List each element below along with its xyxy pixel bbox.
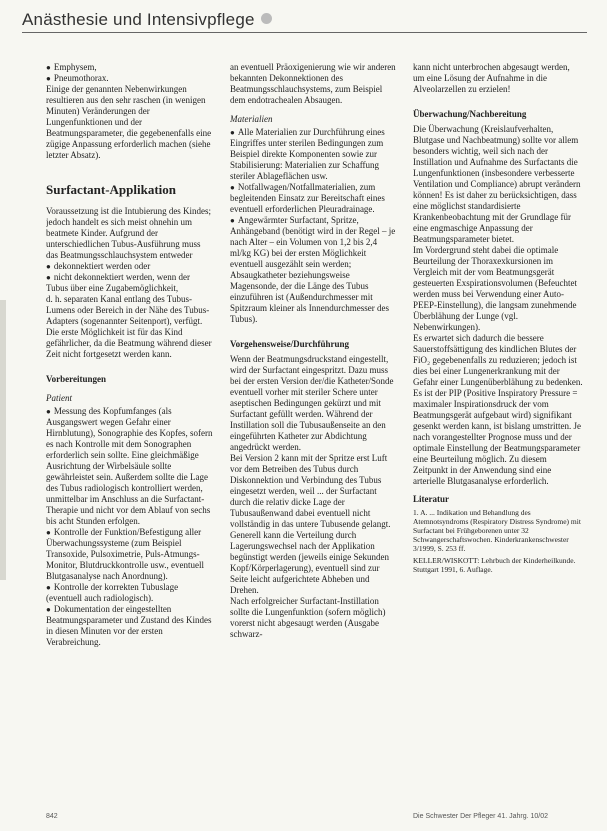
scan-edge-shadow <box>0 300 6 580</box>
journal-footer: Die Schwester Der Pfleger 41. Jahrg. 10/02 <box>413 813 549 820</box>
paragraph: Bei Version 2 kann mit der Spritze erst Luft vor dem Betreiben des Tubus durch Diskonnektion und Verbindung des Tubus eingesetzt werden, weil ... der Surfactant durch die relativ dicke Lage der Tubusaußenwand dabei eventuell nicht vollständig in das untere Tubusende gelangt. Generell kann die Verteilung durch Lagerungswechsel nach der Applikation begünstigt werden (jeweils einige Sekunden Kopf/Körperlagerung), eventuell sind zur Seite leicht aufgerichtete Abheben und Drehen. <box>230 453 391 595</box>
bullet-item: ● Alle Materialien zur Durchführung eines Eingriffes unter sterilen Bedingungen zum Beispiel direkte Komponenten sowie zur Stabilisierung: Materialien zur Schaffung steriler Ablageflächen usw. <box>230 127 398 182</box>
col2-intro: an eventuell Präoxigenierung wie wir anderen bekannten Dekonnektionen des Beatmungsschlauchsystems, zum Beispiel dem endotrachealen Absaugen. <box>230 62 396 105</box>
material-label: Materialien <box>230 114 273 124</box>
bullet-item: ● Emphysem, <box>46 62 214 73</box>
bullet-item: ● dekonnektiert werden oder <box>46 261 214 272</box>
literature-list <box>413 508 583 574</box>
bullet-item: ● nicht dekonnektiert werden, wenn der Tubus über eine Zugabemöglichkeit, <box>46 272 214 294</box>
prep-heading: Vorbereitungen <box>46 374 107 384</box>
bullet-item: ● Messung des Kopfumfanges (als Ausgangswert wegen Gefahr einer Hirnblutung), Sonographie des Kopfes, sofern es nach Kontrolle mit dem Sonographen erforderlich sein sollte. Eine gleichmäßige Ausrichtung der Wirbelsäule sollte gewährleistet sein. Außerdem sollte die Lage des Tubus radiologisch kontrolliert werden, unmittelbar im Anschluss an die Surfactant-Therapie und nicht vor dem Ablauf von sechs bis acht Stunden erfolgen. <box>46 406 214 527</box>
section-marker-icon <box>261 13 272 24</box>
paragraph: Wenn der Beatmungsdruckstand eingestellt, wird der Surfactant eingespritzt. Dazu muss bei der ersten Version der/die Katheter/Sonde eventuell vorher mit steriler Schere unter aseptischen Bedingungen gekürzt und mit Surfactant gefüllt werden. Während der Instillation soll die Tubusaußenseite an den eingeführten Katheter zur Abdichtung angedrückt werden. <box>230 354 394 452</box>
paragraph: Im Vordergrund steht dabei die optimale Beurteilung der Thoraxexkursionen im Vergleich mit der vom Beatmungsgerät gesteuerten Exspirationsvolumen (Befeuchtet werden muss bei Verwendung einer Auto-PEEP-Einstellung), die langsam zunehmende Überblähung der Lunge (vgl. Nebenwirkungen). <box>413 245 577 332</box>
intro-block <box>46 62 214 161</box>
procedure-heading: Vorgehensweise/Durchführung <box>230 339 350 349</box>
page-title: Anästhesie und Intensivpflege <box>22 10 255 29</box>
page-number: 842 <box>46 813 58 820</box>
monitoring-heading: Überwachung/Nachbereitung <box>413 109 527 119</box>
column-1 <box>46 62 214 802</box>
literature-item: 1. A. ... Indikation und Behandlung des Atemnotsyndroms (Respiratory Distress Syndrome) mit Surfactant bei Frühgeborenen unter 32 Schwangerschaftswochen. Kinderkrankenschwester 3/1999, S. 253 ff. <box>413 508 581 553</box>
paragraph: d. h. separaten Kanal entlang des Tubus-Lumens oder Bereich in der Nähe des Tubus-Adapters (sogenannter Seitenport), verfügt. Die erste Möglichkeit ist für das Kind gefährlicher, da die Beatmung während dieser Zeit nicht fortgesetzt werden kann. <box>46 294 212 359</box>
col3-intro: kann nicht unterbrochen abgesaugt werden, um eine Lösung der Aufnahme in die Alveolarzellen zu erzielen! <box>413 62 570 94</box>
procedure-body <box>230 354 398 640</box>
paragraph: Voraussetzung ist die Intubierung des Kindes; jedoch handelt es sich meist ohnehin um beatmete Kinder. Aufgrund der unterschiedlichen Tubus-Ausführung muss das Beatmungsschlauchsystem entweder <box>46 206 212 260</box>
bullet-item: ● Pneumothorax. <box>46 73 214 84</box>
column-3 <box>413 62 583 802</box>
patient-label: Patient <box>46 393 72 403</box>
page-header <box>22 10 272 30</box>
monitoring-body <box>413 124 583 487</box>
bullet-item: ● Angewärmter Surfactant, Spritze, Anhängeband (benötigt wird in der Regel – je nach Alter – ein Volumen von 1,2 bis 2,4 ml/kg KG) bei der ersten Möglichkeit eventuell ausgezählt sein werden; Absaugkatheter beziehungsweise Magensonde, der die Länge des Tubus einzuführen ist (Außendurchmesser mit Spitzraum kleiner als Innendurchmesser des Tubus). <box>230 215 398 325</box>
material-list <box>230 127 398 325</box>
section-heading: Surfactant-Applikation <box>46 182 177 197</box>
literature-block <box>413 495 583 574</box>
bullet-item: ● Kontrolle der korrekten Tubuslage (eventuell auch radiologisch). <box>46 582 214 604</box>
patient-list <box>46 406 214 648</box>
literature-heading: Literatur <box>413 494 449 504</box>
paragraph: Es erwartet sich dadurch die bessere Sauerstoffsättigung des kindlichen Blutes der FiO₂ gegebenenfalls zu reduzieren; jedoch ist dies bei einer Lungenerkrankung mit der Gefahr einer Lungenüberblähung zu bedenken. Es ist der PIP (Positive Inspiratory Pressure = maximaler Inspirationsdruck der vom Beatmungsgerät aufgebaut wird) signifikant gesenkt werden kann, ist bislang umstritten. Je nach vorangestellter Prognose muss und der optimale Einstellung der Beatmungsparameter eine Beurteilung möglich. Zu diesem Zeitpunkt in der Anwendung sind eine arterielle Blutgasanalyse erforderlich. <box>413 333 583 486</box>
paragraph: Die Überwachung (Kreislaufverhalten, Blutgase und Nachbeatmung) sollte vor allem besonders wichtig, weil sich nach der Instillation und Aufnahme des Surfactants die Lungenfunktionen (insbesondere verbesserte Ventilation und Compliance) abrupt verändern können! Es ist daher zu berücksichtigen, dass eine möglichst standardisierte Krankenbeobachtung mit der Grundlage für eine engmaschige Anpassung der Beatmungsparameter bietet. <box>413 124 581 244</box>
bullet-item: ● Kontrolle der Funktion/Befestigung aller Überwachungssysteme (zum Beispiel Transoxide, Pulsoximetrie, Puls-Atmungs-Monitor, Blutdruckkontrolle usw., eventuell Blutgasanalyse nach Anordnung). <box>46 527 214 582</box>
bullet-item: ● Notfallwagen/Notfallmaterialien, zum begleitenden Einsatz zur Bereitschaft eines eventuell erforderlichen Pleuradrainage. <box>230 182 398 215</box>
literature-item: KELLER/WISKOTT: Lehrbuch der Kinderheilkunde. Stuttgart 1991, 6. Auflage. <box>413 556 576 574</box>
paragraph: Einige der genannten Nebenwirkungen resultieren aus den sehr raschen (in wenigen Minuten) Veränderungen der Lungenfunktionen und der Beatmungsparameter, die gegebenenfalls eine zügige Anpassung erforderlich machen (siehe letzter Absatz). <box>46 84 212 160</box>
paragraph: Nach erfolgreicher Surfactant-Instillation sollte die Lungenfunktion (sofern möglich) vorerst nicht abgesaugt werden (Ausgabe schwarz- <box>230 596 386 639</box>
column-2 <box>230 62 398 802</box>
bullet-item: ● Dokumentation der eingestellten Beatmungsparameter und Zustand des Kindes in diesen Minuten vor der ersten Verabreichung. <box>46 604 214 648</box>
section-body <box>46 206 214 360</box>
header-rule <box>22 32 587 33</box>
